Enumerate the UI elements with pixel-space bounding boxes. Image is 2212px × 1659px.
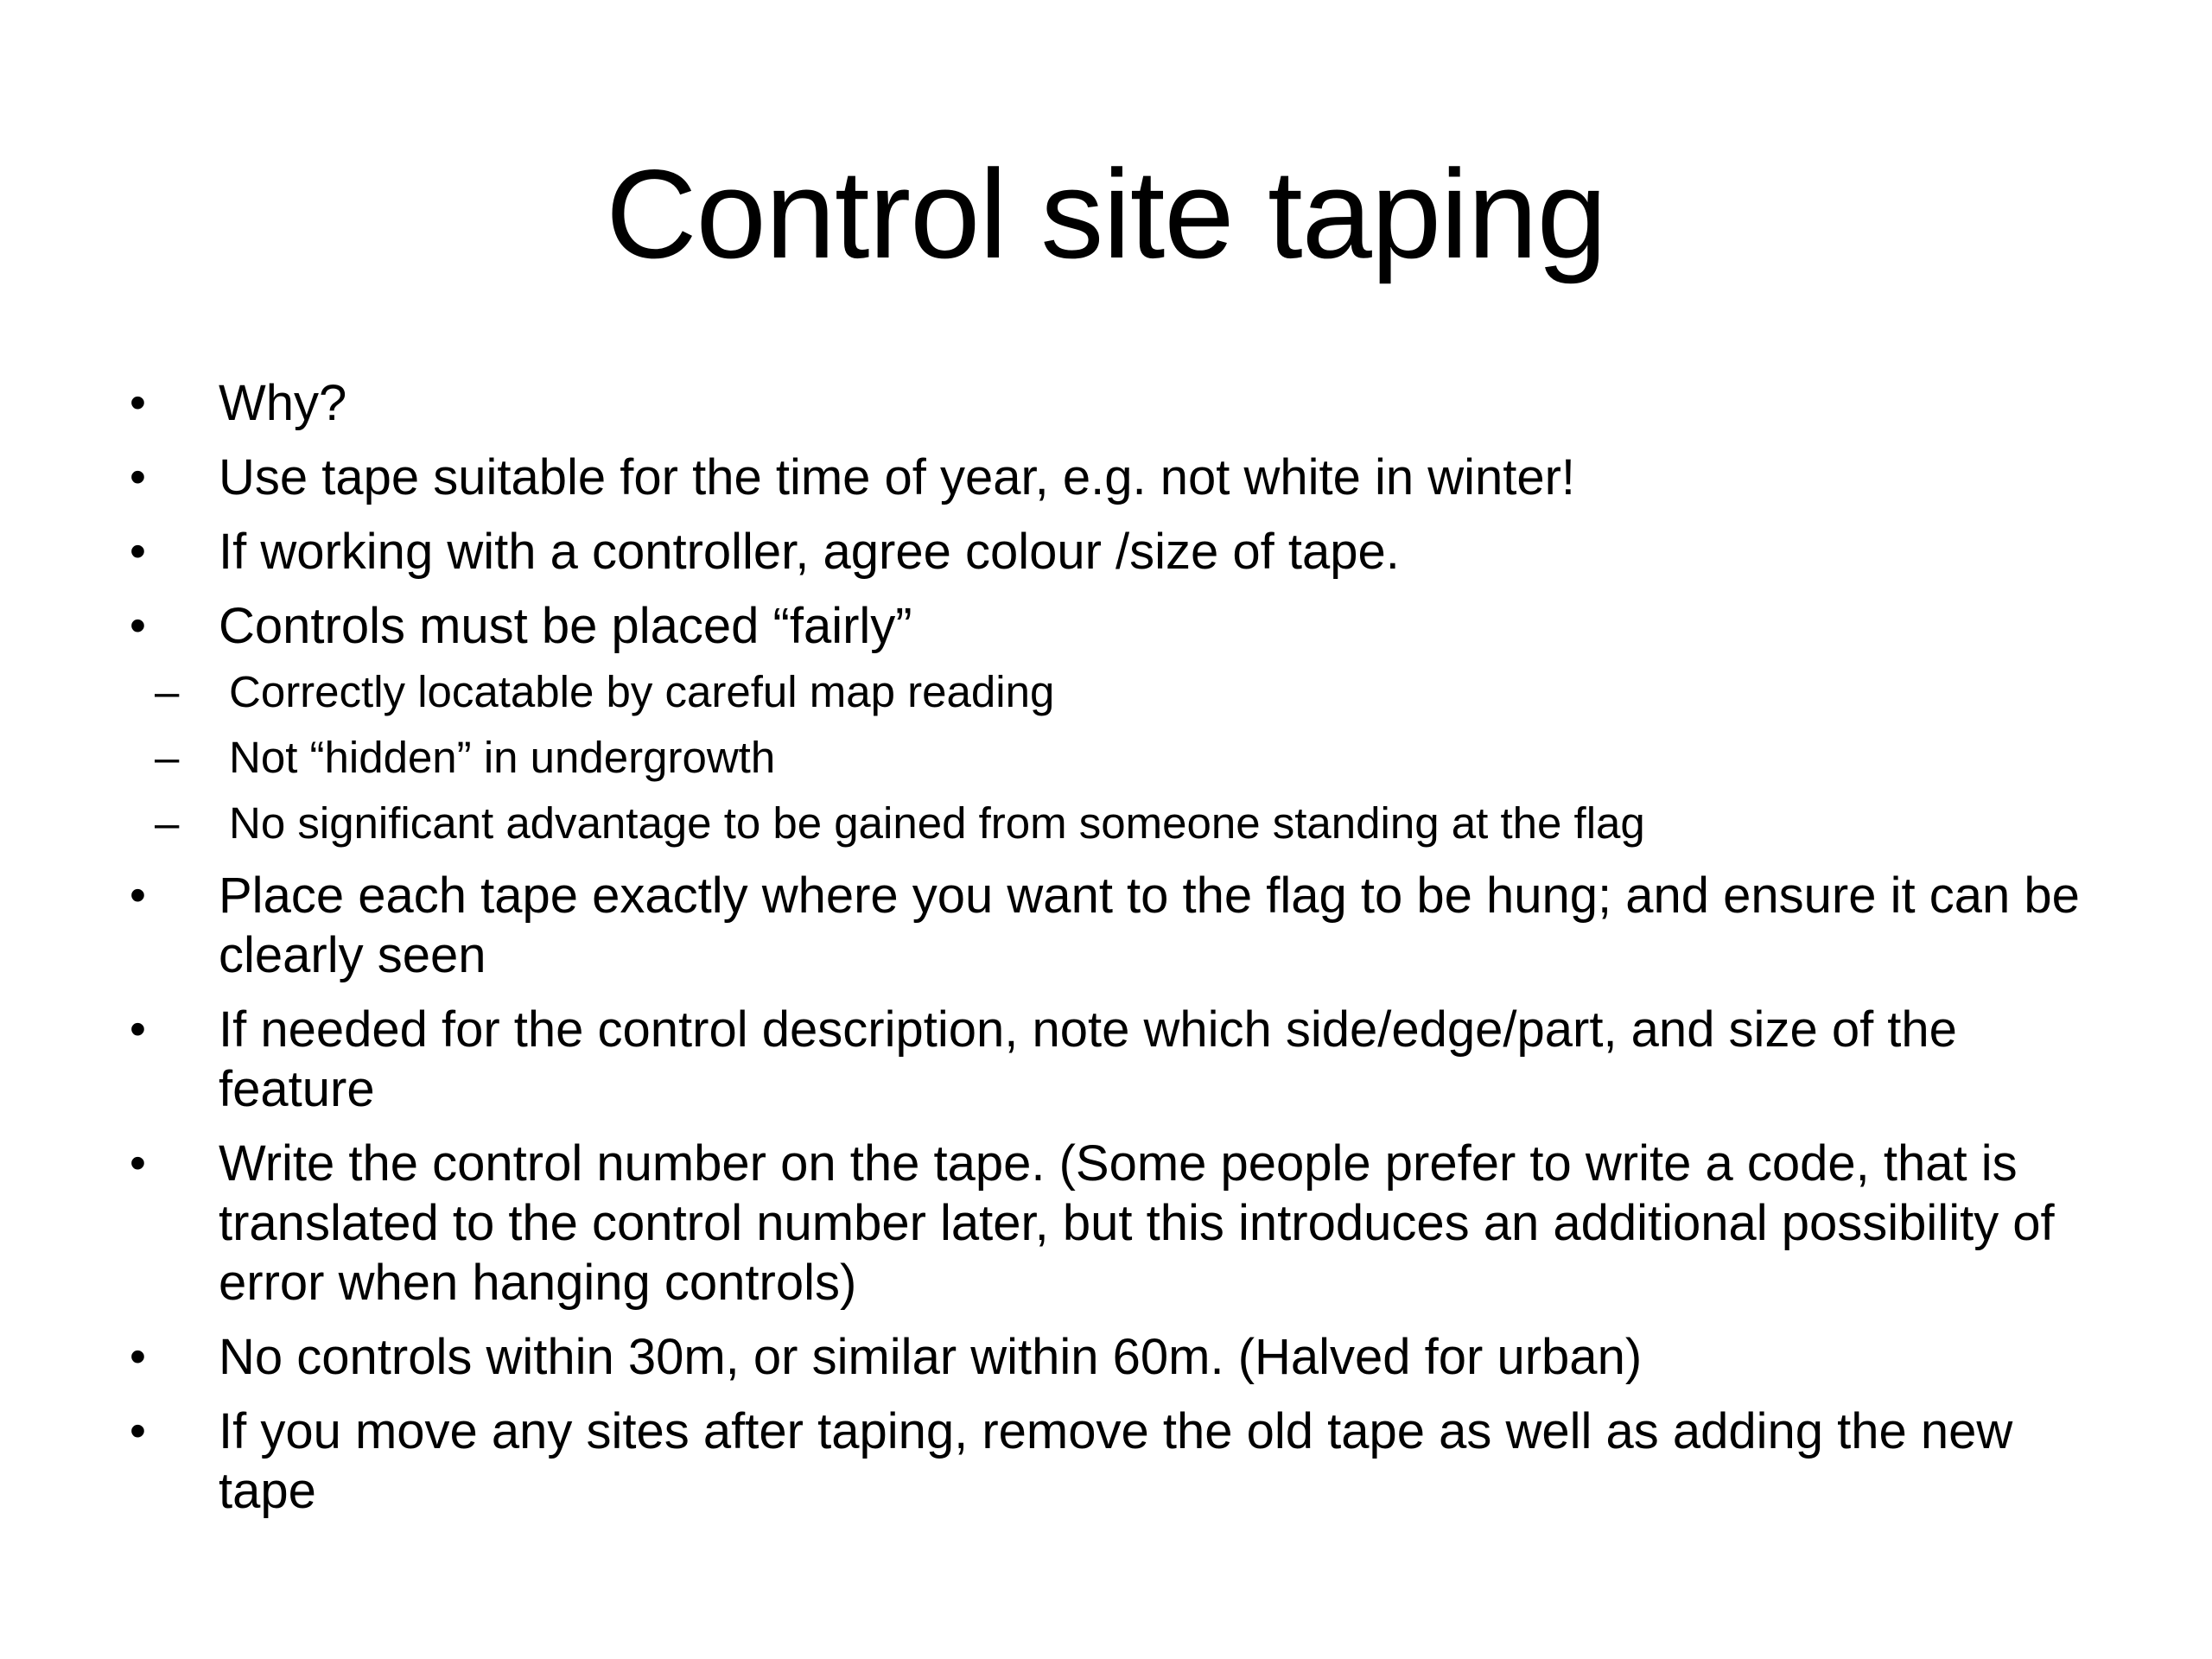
sub-bullet-item (41, 797, 2117, 850)
bullet-text: Write the control number on the tape. (Some people prefer to write a code, that is translated to the control number later, but this introduces an additional possibility of error when hanging controls) (219, 1135, 2055, 1311)
sub-bullet-marker: – (155, 798, 180, 848)
bullet-item (130, 1402, 2117, 1521)
bullet-item (130, 866, 2117, 985)
bullet-item (130, 596, 2117, 656)
bullet-marker: • (130, 377, 146, 429)
bullet-text: If needed for the control description, note which side/edge/part, and size of the feature (219, 1001, 1957, 1117)
bullet-text: Use tape suitable for the time of year, e.g. not white in winter! (219, 449, 1576, 505)
bullet-item (130, 1327, 2117, 1387)
bullet-item (130, 1134, 2117, 1313)
bullet-text: Controls must be placed “fairly” (219, 598, 912, 654)
bullet-marker: • (130, 1331, 146, 1382)
sub-bullet-text: Correctly locatable by careful map reading (229, 667, 1055, 716)
bullet-marker: • (130, 525, 146, 577)
sub-bullet-marker: – (155, 733, 180, 782)
bullet-marker: • (130, 1405, 146, 1457)
bullet-text: If working with a controller, agree colour /size of tape. (219, 524, 1400, 580)
sub-bullet-list (41, 665, 2117, 850)
sub-bullet-text: Not “hidden” in undergrowth (229, 733, 776, 782)
bullet-text: Place each tape exactly where you want to the flag to be hung; and ensure it can be clearly seen (219, 868, 2080, 983)
bullet-list (130, 373, 2117, 1535)
bullet-marker: • (130, 1003, 146, 1055)
bullet-text: No controls within 30m, or similar within 60m. (Halved for urban) (219, 1329, 1643, 1385)
sub-bullet-item (41, 731, 2117, 785)
sub-bullet-group (41, 665, 2117, 850)
sub-bullet-marker: – (155, 667, 180, 716)
bullet-marker: • (130, 1137, 146, 1189)
bullet-item (130, 1000, 2117, 1119)
bullet-item (130, 448, 2117, 507)
sub-bullet-item (41, 665, 2117, 719)
bullet-marker: • (130, 600, 146, 652)
bullet-text: If you move any sites after taping, remove the old tape as well as adding the new tape (219, 1403, 2013, 1519)
sub-bullet-text: No significant advantage to be gained from someone standing at the flag (229, 798, 1645, 848)
slide-title: Control site taping (606, 143, 1606, 284)
bullet-text: Why? (219, 375, 347, 431)
bullet-marker: • (130, 869, 146, 921)
bullet-marker: • (130, 451, 146, 503)
bullet-item (130, 522, 2117, 582)
bullet-item (130, 373, 2117, 433)
